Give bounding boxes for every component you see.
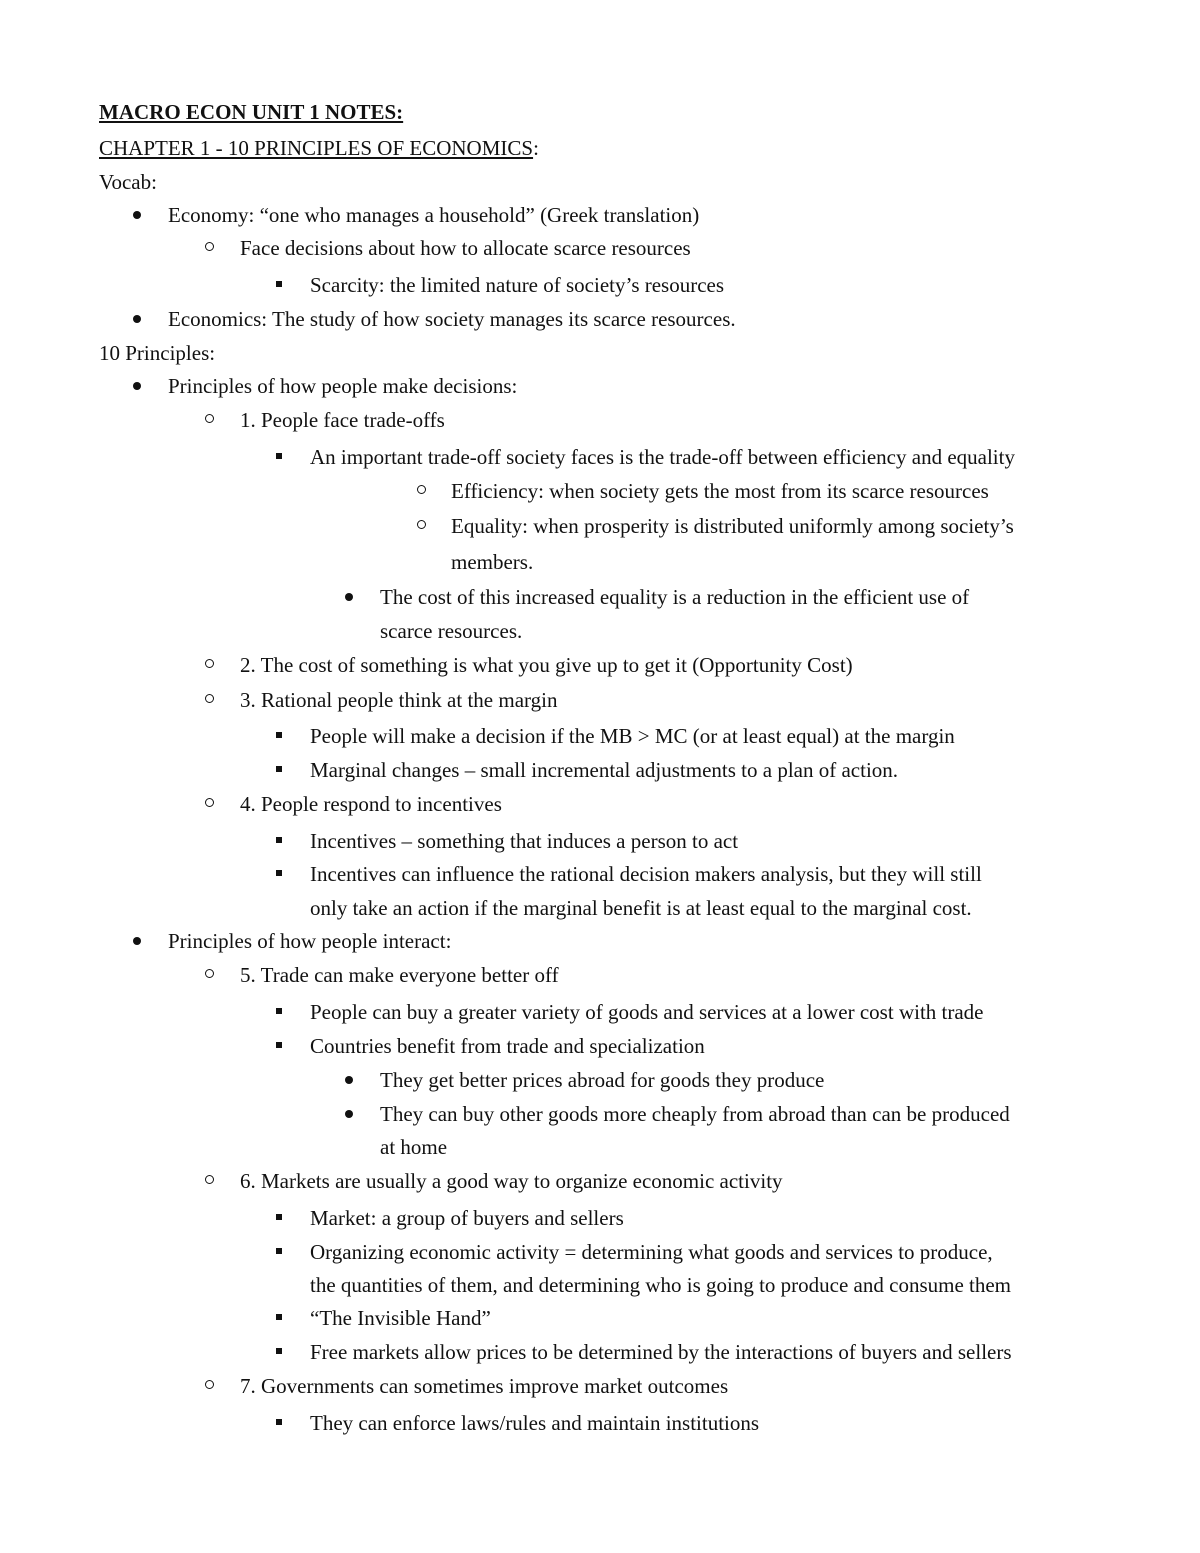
list-item bbox=[0, 685, 1200, 715]
list-item-continuation bbox=[0, 1270, 1200, 1300]
principle-1: 1. People face trade-offs bbox=[240, 408, 445, 432]
list-item bbox=[0, 1237, 1200, 1267]
principles-label-line bbox=[0, 338, 1200, 368]
list-item-continuation bbox=[0, 893, 1200, 923]
principle-1-cost-cont: scarce resources. bbox=[380, 619, 523, 643]
principle-1-equality-cont: members. bbox=[451, 550, 534, 574]
list-item bbox=[0, 859, 1200, 889]
list-item bbox=[0, 997, 1200, 1027]
principle-3-marginal: Marginal changes – small incremental adjustments to a plan of action. bbox=[310, 758, 899, 782]
list-item bbox=[0, 1337, 1200, 1367]
vocab-label-line bbox=[0, 167, 1200, 197]
principle-6-organizing: Organizing economic activity = determining what goods and services to produce, bbox=[310, 1240, 993, 1264]
principle-6-market: Market: a group of buyers and sellers bbox=[310, 1206, 624, 1230]
principle-5-variety: People can buy a greater variety of goods and services at a lower cost with trade bbox=[310, 1000, 984, 1024]
list-item bbox=[0, 1166, 1200, 1196]
principle-3-mbmc: People will make a decision if the MB > MC (or at least equal) at the margin bbox=[310, 724, 955, 748]
vocab-economy-sub: Face decisions about how to allocate scarce resources bbox=[240, 236, 691, 260]
principle-6-free: Free markets allow prices to be determined by the interactions of buyers and sellers bbox=[310, 1340, 1012, 1364]
list-item bbox=[0, 755, 1200, 785]
decisions-heading: Principles of how people make decisions: bbox=[168, 374, 518, 398]
list-item bbox=[0, 511, 1200, 541]
principle-4: 4. People respond to incentives bbox=[240, 792, 502, 816]
principle-6: 6. Markets are usually a good way to organize economic activity bbox=[240, 1169, 783, 1193]
principle-3: 3. Rational people think at the margin bbox=[240, 688, 558, 712]
interact-heading: Principles of how people interact: bbox=[168, 929, 452, 953]
vocab-economics: Economics: The study of how society manages its scarce resources. bbox=[168, 307, 736, 331]
principle-1-equality: Equality: when prosperity is distributed uniformly among society’s bbox=[451, 514, 1014, 538]
principle-4-influence-cont: only take an action if the marginal benefit is at least equal to the marginal cost. bbox=[310, 896, 972, 920]
list-item bbox=[0, 476, 1200, 506]
principle-1-cost: The cost of this increased equality is a reduction in the efficient use of bbox=[380, 585, 970, 609]
chapter-heading-colon: : bbox=[533, 136, 539, 160]
principle-5-countries: Countries benefit from trade and specialization bbox=[310, 1034, 705, 1058]
chapter-heading-line bbox=[0, 133, 1200, 163]
principle-6-organizing-cont: the quantities of them, and determining who is going to produce and consume them bbox=[310, 1273, 1012, 1297]
list-item bbox=[0, 1408, 1200, 1438]
principle-7: 7. Governments can sometimes improve market outcomes bbox=[240, 1374, 729, 1398]
chapter-heading: CHAPTER 1 - 10 PRINCIPLES OF ECONOMICS bbox=[99, 136, 534, 160]
list-item-continuation bbox=[0, 547, 1200, 577]
list-item bbox=[0, 1371, 1200, 1401]
list-item bbox=[0, 1065, 1200, 1095]
list-item bbox=[0, 650, 1200, 680]
list-item bbox=[0, 960, 1200, 990]
list-item bbox=[0, 442, 1200, 472]
list-item-continuation bbox=[0, 1132, 1200, 1162]
list-item bbox=[0, 200, 1200, 230]
list-item bbox=[0, 1031, 1200, 1061]
principle-4-influence: Incentives can influence the rational decision makers analysis, but they will still bbox=[310, 862, 982, 886]
principles-label: 10 Principles: bbox=[99, 341, 216, 365]
list-item bbox=[0, 926, 1200, 956]
list-item bbox=[0, 789, 1200, 819]
vocab-economy: Economy: “one who manages a household” (Greek translation) bbox=[168, 203, 700, 227]
vocab-scarcity: Scarcity: the limited nature of society’s resources bbox=[310, 273, 725, 297]
list-item bbox=[0, 721, 1200, 751]
list-item bbox=[0, 233, 1200, 263]
principle-7-enforce: They can enforce laws/rules and maintain institutions bbox=[310, 1411, 760, 1435]
principle-5: 5. Trade can make everyone better off bbox=[240, 963, 559, 987]
list-item bbox=[0, 304, 1200, 334]
principle-5-prices: They get better prices abroad for goods they produce bbox=[380, 1068, 825, 1092]
document-title-line bbox=[0, 97, 1200, 127]
list-item bbox=[0, 371, 1200, 401]
principle-5-cheaper-cont: at home bbox=[380, 1135, 448, 1159]
list-item bbox=[0, 1099, 1200, 1129]
list-item bbox=[0, 582, 1200, 612]
principle-2: 2. The cost of something is what you give up to get it (Opportunity Cost) bbox=[240, 653, 853, 677]
list-item bbox=[0, 826, 1200, 856]
document-title: MACRO ECON UNIT 1 NOTES: bbox=[99, 100, 404, 124]
principle-1-tradeoff: An important trade-off society faces is the trade-off between efficiency and equality bbox=[310, 445, 1015, 469]
list-item-continuation bbox=[0, 616, 1200, 646]
principle-6-hand: “The Invisible Hand” bbox=[310, 1306, 491, 1330]
list-item bbox=[0, 405, 1200, 435]
principle-4-def: Incentives – something that induces a person to act bbox=[310, 829, 739, 853]
principle-1-efficiency: Efficiency: when society gets the most from its scarce resources bbox=[451, 479, 989, 503]
list-item bbox=[0, 1303, 1200, 1333]
principle-5-cheaper: They can buy other goods more cheaply from abroad than can be produced bbox=[380, 1102, 1010, 1126]
list-item bbox=[0, 1203, 1200, 1233]
vocab-label: Vocab: bbox=[99, 170, 157, 194]
list-item bbox=[0, 270, 1200, 300]
